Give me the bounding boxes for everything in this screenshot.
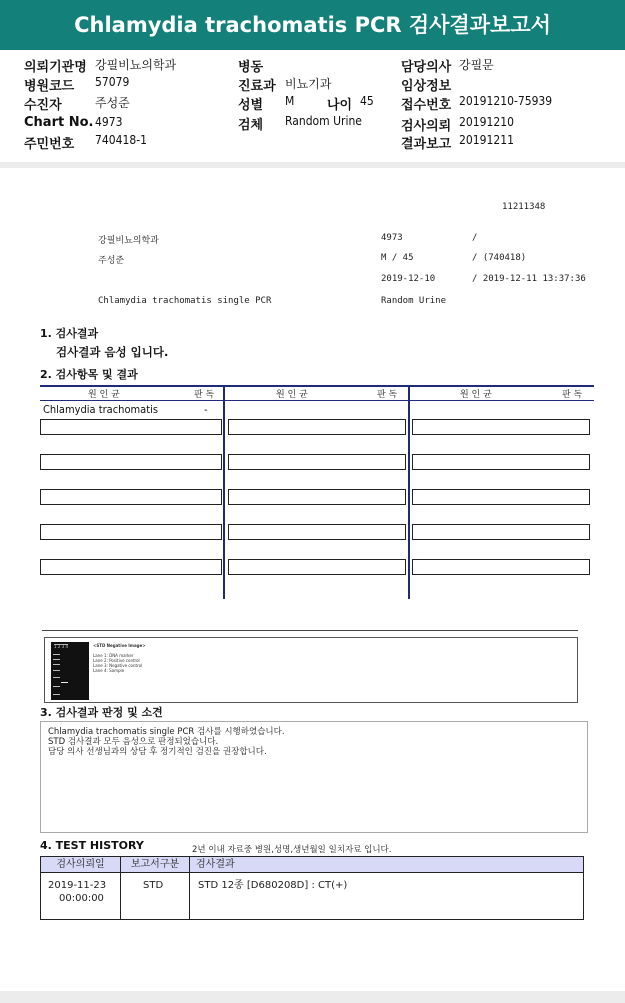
- grid-header-result: 판 독: [194, 390, 215, 400]
- value-request-date: 20191210: [459, 115, 514, 129]
- value-chart-no: 4973: [95, 115, 123, 129]
- history-header-type: 보고서구분: [121, 857, 189, 873]
- paper-birth: / (740418): [472, 253, 527, 263]
- paper-specimen: Random Urine: [381, 296, 447, 306]
- section1-result-text: 검사결과 음성 입니다.: [56, 345, 169, 359]
- gel-legend-line: Lane 3: Negative control: [93, 663, 143, 668]
- history-divider: [189, 857, 190, 919]
- grid-cell: [412, 559, 590, 575]
- grid-divider: [223, 385, 225, 599]
- label-hospital-code: 병원코드: [24, 79, 75, 94]
- grid-divider: [408, 385, 410, 599]
- value-reception-number: 20191210-75939: [459, 94, 553, 108]
- section4-heading: 4. TEST HISTORY: [40, 839, 144, 852]
- grid-cell: [40, 419, 222, 435]
- report-title: Chlamydia trachomatis PCR 검사결과보고서: [0, 0, 625, 50]
- grid-cell: [40, 489, 222, 505]
- label-report-date: 결과보고: [401, 137, 452, 152]
- grid-top-line: [40, 385, 594, 387]
- grid-header-pathogen: 원 인 균: [88, 390, 120, 400]
- gel-legend-line: Lane 1: DNA marker: [93, 653, 134, 658]
- grid-cell: [412, 524, 590, 540]
- grid-cell: [228, 454, 406, 470]
- grid-cell: [412, 454, 590, 470]
- value-requesting-clinic: 강필비뇨의학과: [95, 58, 177, 72]
- history-time: 00:00:00: [59, 893, 104, 904]
- value-hospital-code: 57079: [95, 75, 130, 89]
- value-age: 45: [360, 94, 374, 108]
- history-type: STD: [143, 880, 164, 891]
- paper-sex-age: M / 45: [381, 253, 414, 263]
- grid-cell: [228, 524, 406, 540]
- paper-receive-date: 2019-12-10: [381, 274, 436, 284]
- grid-row1-pathogen: Chlamydia trachomatis: [43, 403, 159, 416]
- report-paper: [0, 168, 625, 991]
- grid-cell: [228, 419, 406, 435]
- label-chart-no: Chart No.: [24, 115, 94, 130]
- value-sex: M: [285, 94, 295, 108]
- grid-cell: [412, 489, 590, 505]
- test-history-table: [40, 856, 584, 920]
- paper-slash: /: [472, 233, 478, 243]
- history-date: 2019-11-23: [48, 880, 107, 891]
- value-specimen: Random Urine: [285, 114, 362, 128]
- history-header-date: 검사의뢰일: [41, 857, 120, 873]
- history-divider: [120, 857, 121, 919]
- label-patient: 수진자: [24, 98, 62, 113]
- grid-cell: [40, 524, 222, 540]
- label-age: 나이: [327, 98, 353, 113]
- history-note: 2년 이내 자료중 병원,성명,생년월일 일치자료 입니다.: [192, 845, 392, 855]
- opinion-box: [40, 721, 588, 833]
- paper-id-number: 11211348: [502, 202, 546, 212]
- paper-chart: 4973: [381, 233, 403, 243]
- opinion-line: 담당 의사 선생님과의 상담 후 정기적인 검진을 권장합니다.: [48, 747, 267, 757]
- grid-header-result: 판 독: [562, 390, 583, 400]
- label-specimen: 검체: [238, 118, 264, 133]
- history-header-result: 검사결과: [190, 857, 583, 873]
- grid-cell: [228, 559, 406, 575]
- section3-heading: 3. 검사결과 판정 및 소견: [40, 706, 163, 719]
- label-doctor: 담당의사: [401, 60, 452, 75]
- grid-header-pathogen: 원 인 균: [460, 390, 492, 400]
- paper-patient: 주성준: [98, 256, 125, 266]
- label-department: 진료과: [238, 79, 276, 94]
- gel-electrophoresis-image: [51, 642, 89, 700]
- grid-header-line: [40, 400, 594, 401]
- paper-report-datetime: / 2019-12-11 13:37:36: [472, 274, 586, 284]
- gel-image-box: [44, 637, 578, 703]
- label-reception-number: 접수번호: [401, 98, 452, 113]
- opinion-line: Chlamydia trachomatis single PCR 검사를 시행하였습니다.: [48, 727, 285, 737]
- divider-line: [42, 630, 578, 631]
- report-header: [0, 50, 625, 162]
- result-grid: [40, 385, 594, 599]
- value-department: 비뇨기과: [285, 77, 332, 91]
- grid-cell: [412, 419, 590, 435]
- gel-legend-title: <STD Negative Image>: [93, 643, 146, 648]
- grid-cell: [40, 559, 222, 575]
- section1-heading: 1. 검사결과: [40, 327, 99, 340]
- value-resident-number: 740418-1: [95, 133, 147, 147]
- label-clinical-info: 임상정보: [401, 79, 452, 94]
- grid-header-result: 판 독: [377, 390, 398, 400]
- gel-legend: [93, 643, 146, 673]
- section2-heading: 2. 검사항목 및 결과: [40, 368, 138, 381]
- label-requesting-clinic: 의뢰기관명: [24, 60, 87, 75]
- grid-cell: [40, 454, 222, 470]
- paper-hospital: 강필비뇨의학과: [98, 236, 159, 246]
- history-result: STD 12종 [D680208D] : CT(+): [198, 880, 348, 891]
- gel-legend-line: Lane 4: Sample: [93, 668, 125, 673]
- label-request-date: 검사의뢰: [401, 119, 452, 134]
- paper-test-name: Chlamydia trachomatis single PCR: [98, 296, 272, 306]
- label-sex: 성별: [238, 98, 264, 113]
- label-ward: 병동: [238, 60, 264, 75]
- value-report-date: 20191211: [459, 133, 514, 147]
- value-doctor: 강필문: [459, 58, 494, 72]
- grid-row1-result: -: [204, 403, 208, 416]
- label-resident-number: 주민번호: [24, 137, 75, 152]
- gel-legend-line: Lane 2: Positive control: [93, 658, 140, 663]
- opinion-line: STD 검사결과 모두 음성으로 판정되었습니다.: [48, 737, 219, 747]
- grid-cell: [228, 489, 406, 505]
- gel-lane-numbers: 1 2 3 4: [54, 644, 68, 649]
- value-patient: 주성준: [95, 96, 130, 110]
- grid-header-pathogen: 원 인 균: [276, 390, 308, 400]
